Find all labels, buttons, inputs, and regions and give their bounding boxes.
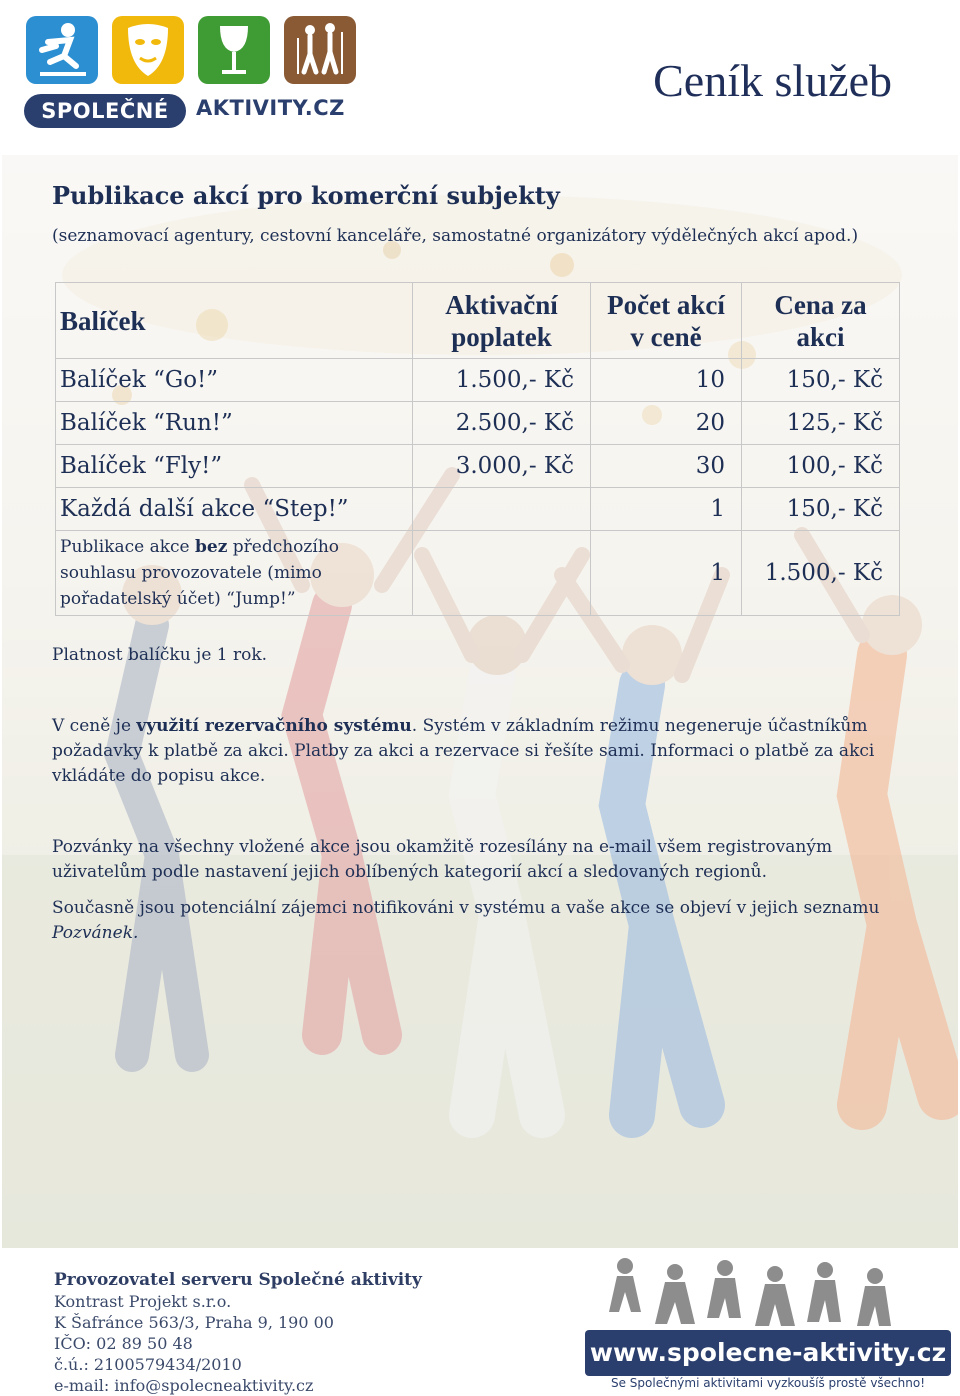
table-row xyxy=(56,359,900,402)
section-heading: Publikace akcí pro komerční subjekty xyxy=(52,181,560,210)
validity-note: Platnost balíčku je 1 rok. xyxy=(52,645,268,665)
footer-operator: Provozovatel serveru Společné aktivity xyxy=(54,1270,422,1290)
cell-price: 150,- Kč xyxy=(742,488,900,531)
header-count-line2: v ceně xyxy=(630,321,702,352)
cell-fee xyxy=(413,488,591,531)
jump-name-bold: bez xyxy=(195,537,228,557)
cell-count: 1 xyxy=(591,488,742,531)
cell-count: 1 xyxy=(591,531,742,616)
people-silhouette-icon xyxy=(585,1252,955,1332)
footer-url[interactable]: www.spolecne-aktivity.cz xyxy=(585,1330,951,1376)
notification-text: Současně jsou potenciální zájemci notifikováni v systému a vaše akce se objeví v jejich seznamu xyxy=(52,898,880,918)
footer-tagline: Se Společnými aktivitami vyzkoušíš prostě všechno! xyxy=(610,1376,926,1390)
cell-fee: 2.500,- Kč xyxy=(413,402,591,445)
cell-price: 125,- Kč xyxy=(742,402,900,445)
header-price-line1: Cena za xyxy=(774,289,867,320)
header-fee xyxy=(413,283,591,359)
cell-count: 10 xyxy=(591,359,742,402)
cell-package-name: Balíček “Go!” xyxy=(56,359,413,402)
cell-price: 150,- Kč xyxy=(742,359,900,402)
footer-account: č.ú.: 2100579434/2010 xyxy=(54,1355,242,1374)
cell-fee xyxy=(413,531,591,616)
header-count-line1: Počet akcí xyxy=(607,289,725,320)
footer-company: Kontrast Projekt s.r.o. xyxy=(54,1292,232,1311)
reservation-note xyxy=(52,714,912,789)
reservation-bold: využití rezervačního systému xyxy=(136,716,412,736)
table-header-row xyxy=(56,283,900,359)
footer-email[interactable]: e-mail: info@spolecneaktivity.cz xyxy=(54,1376,314,1395)
jump-name-part1: Publikace akce xyxy=(60,537,195,557)
footer-address: K Šafránce 563/3, Praha 9, 190 00 xyxy=(54,1313,334,1332)
logo-domain: AKTIVITY.CZ xyxy=(196,96,345,120)
footer-ico: IČO: 02 89 50 48 xyxy=(54,1334,193,1353)
notification-italic: Pozvánek. xyxy=(52,923,139,943)
cell-package-name: Balíček “Fly!” xyxy=(56,445,413,488)
header-price xyxy=(742,283,900,359)
cell-package-name: Balíček “Run!” xyxy=(56,402,413,445)
table-row xyxy=(56,402,900,445)
cell-count: 30 xyxy=(591,445,742,488)
reservation-text-2: . Systém v základním režimu negeneruje účastníkům požadavky k platbě za akci. Platby za akci a rezervace si řešíte sami. Informaci o platbě za akci vkládáte do popisu akce. xyxy=(52,716,875,786)
logo-badge: SPOLEČNÉ xyxy=(24,94,186,128)
table-row xyxy=(56,445,900,488)
header-fee-line1: Aktivační xyxy=(445,289,558,320)
footer-contact xyxy=(54,1270,422,1396)
cell-package-name xyxy=(56,531,413,616)
header-price-line2: akci xyxy=(796,321,845,352)
reservation-text-1: V ceně je xyxy=(52,716,137,736)
cell-fee: 3.000,- Kč xyxy=(413,445,591,488)
notification-note xyxy=(52,896,912,946)
header-fee-line2: poplatek xyxy=(451,321,552,352)
footer-brand[interactable] xyxy=(585,1252,955,1392)
page-title: Ceník služeb xyxy=(653,55,892,106)
header-count xyxy=(591,283,742,359)
cell-price: 100,- Kč xyxy=(742,445,900,488)
section-subtitle: (seznamovací agentury, cestovní kanceláře, samostatné organizátory výdělečných akcí apod.) xyxy=(52,226,859,246)
pricing-table xyxy=(55,282,900,616)
jump-name-part2: předchozího souhlasu provozovatele (mimo pořadatelský účet) “Jump!” xyxy=(60,537,339,609)
cell-fee: 1.500,- Kč xyxy=(413,359,591,402)
invitations-note: Pozvánky na všechny vložené akce jsou okamžitě rozesílány na e-mail všem registrovaným uživatelům podle nastavení jejich oblíbených kategorií akcí a sledovaných regionů. xyxy=(52,837,833,882)
cell-package-name: Každá další akce “Step!” xyxy=(56,488,413,531)
table-row-jump xyxy=(56,531,900,616)
cell-count: 20 xyxy=(591,402,742,445)
header-package: Balíček xyxy=(56,283,413,359)
table-row xyxy=(56,488,900,531)
cell-price: 1.500,- Kč xyxy=(742,531,900,616)
